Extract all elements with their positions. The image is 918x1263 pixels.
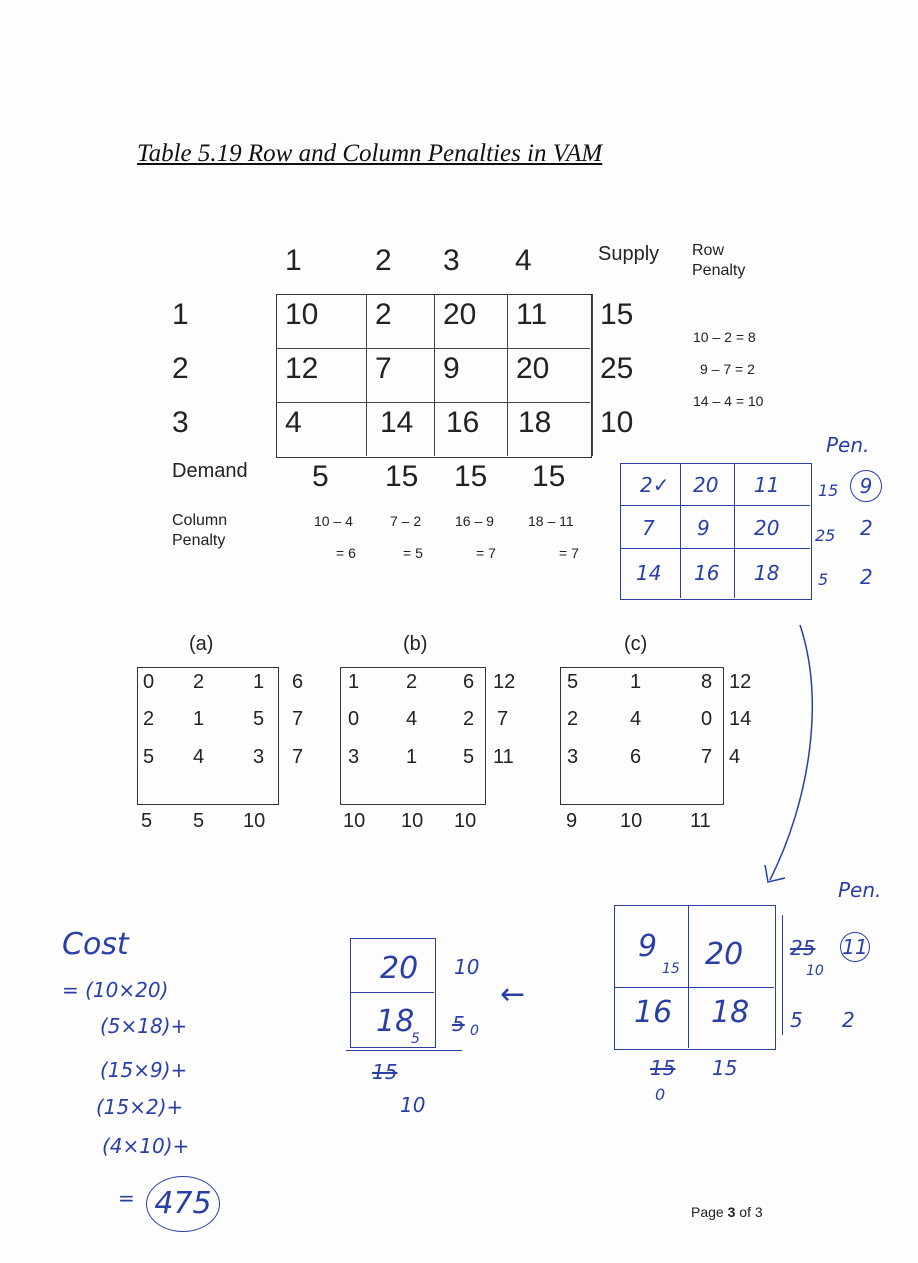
subtable-label: (b)	[403, 633, 428, 655]
cost-line: (15×9)+	[100, 1058, 188, 1082]
new-supply: 10	[806, 963, 824, 979]
cost-label: Cost	[62, 927, 129, 962]
subtable-cell: 7	[701, 746, 713, 768]
subtable-cell: 0	[348, 708, 360, 730]
column-penalty-result: = 7	[476, 545, 496, 561]
cost-total-prefix: =	[118, 1186, 135, 1210]
subtable-cell: 5	[567, 671, 579, 693]
demand-value: 15	[385, 460, 419, 493]
cost-line: (5×18)+	[100, 1014, 188, 1038]
left-arrow-icon: ←	[500, 977, 526, 1012]
subtable-cell: 3	[253, 746, 265, 768]
subtable-cell: 4	[406, 708, 418, 730]
grid-line	[276, 402, 590, 403]
row-penalty: 9 – 7 = 2	[700, 361, 755, 377]
subtable-demand: 9	[566, 810, 578, 832]
grid-line	[434, 294, 435, 456]
subtable-cell: 3	[348, 746, 360, 768]
subtable-label: (a)	[189, 633, 214, 655]
grid-line	[350, 992, 434, 993]
row-penalty: 10 – 2 = 8	[693, 329, 756, 345]
subtable-supply: 7	[497, 708, 509, 730]
subtable-demand: 10	[343, 810, 366, 832]
subtable-cell: 2	[567, 708, 579, 730]
subtable-cell: 3	[567, 746, 579, 768]
page-prefix: Page	[691, 1204, 728, 1220]
struck-demand: 15	[650, 1056, 676, 1080]
subtable-demand: 10	[620, 810, 643, 832]
reduced-supply: 5	[818, 570, 829, 589]
supply-value: 10	[600, 406, 634, 439]
subtable-supply: 12	[493, 671, 516, 693]
reduced-cell: 18	[711, 995, 750, 1030]
column-penalty-expr: 18 – 11	[528, 513, 574, 529]
subtable-supply: 14	[729, 708, 752, 730]
reduced-cell: 7	[642, 516, 655, 540]
reduced-supply: 10	[454, 955, 480, 979]
subtable-supply: 7	[292, 746, 304, 768]
row-penalty-label: Row Penalty	[692, 242, 746, 279]
struck-supply: 25	[790, 936, 816, 960]
subtable-demand: 10	[454, 810, 477, 832]
subtable-supply: 12	[729, 671, 752, 693]
subtable-demand: 11	[690, 810, 711, 832]
curved-arrow-icon	[750, 620, 830, 890]
grid-line	[614, 987, 774, 988]
subtable-cell: 2	[193, 671, 205, 693]
pen-value: 2	[860, 516, 873, 540]
row-header-3: 3	[172, 406, 189, 439]
page-suffix: of 3	[735, 1204, 763, 1220]
cost-cell: 12	[285, 352, 319, 385]
subtable-supply: 6	[292, 671, 304, 693]
grid-line	[507, 294, 508, 456]
subtable-cell: 5	[463, 746, 475, 768]
column-header-4: 4	[515, 244, 532, 277]
subtable-cell: 8	[701, 671, 713, 693]
pen-label: Pen.	[826, 433, 870, 457]
column-penalty-expr: 10 – 4	[314, 513, 353, 529]
subtable-demand: 10	[243, 810, 266, 832]
supply-divider	[782, 915, 783, 1035]
subtable-cell: 1	[406, 746, 418, 768]
column-penalty-result: = 7	[559, 545, 579, 561]
grid-line	[620, 505, 810, 506]
subtable-cell: 1	[630, 671, 642, 693]
cost-cell: 10	[285, 298, 319, 331]
column-penalty-result: = 5	[403, 545, 423, 561]
reduced-demand: 15	[712, 1056, 738, 1080]
subtable-demand: 10	[401, 810, 424, 832]
reduced-cell: 16	[694, 561, 720, 585]
subtable-label: (c)	[624, 633, 648, 655]
cost-cell: 20	[516, 352, 550, 385]
supply-value: 15	[600, 298, 634, 331]
subtable-cell: 2	[406, 671, 418, 693]
demand-value: 5	[312, 460, 329, 493]
demand-value: 15	[454, 460, 488, 493]
column-penalty-expr: 7 – 2	[390, 513, 422, 529]
reduced-supply: 5	[790, 1008, 803, 1032]
subtable-supply: 7	[292, 708, 304, 730]
new-demand: 0	[655, 1085, 666, 1104]
supply-value: 25	[600, 352, 634, 385]
cost-total: 475	[146, 1176, 220, 1232]
column-penalty-result: = 6	[336, 545, 356, 561]
table-title: Table 5.19 Row and Column Penalties in VAM	[137, 140, 603, 167]
column-header-2: 2	[375, 244, 392, 277]
subtable-c	[560, 667, 724, 805]
cost-cell: 11	[516, 298, 548, 331]
subtable-cell: 1	[193, 708, 205, 730]
new-supply: 0	[470, 1023, 479, 1039]
subtable-cell: 1	[348, 671, 360, 693]
subtable-cell: 2	[143, 708, 155, 730]
column-header-3: 3	[443, 244, 460, 277]
pen-value: 2	[860, 565, 873, 589]
subtable-cell: 5	[253, 708, 265, 730]
subtable-cell: 5	[143, 746, 155, 768]
struck-demand: 15	[372, 1060, 398, 1084]
subtable-supply: 4	[729, 746, 741, 768]
grid-line	[346, 1050, 462, 1051]
subtable-cell: 4	[193, 746, 205, 768]
page-current: 3	[727, 1204, 736, 1220]
reduced-cell: 2✓	[640, 473, 670, 497]
grid-line	[366, 294, 367, 456]
subtable-cell: 4	[630, 708, 642, 730]
reduced-cell: 9	[638, 929, 658, 964]
row-header-1: 1	[172, 298, 189, 331]
pen-circled-value: 11	[840, 932, 870, 962]
supply-label: Supply	[598, 243, 660, 265]
grid-line	[680, 463, 681, 598]
column-header-1: 1	[285, 244, 302, 277]
pen-value: 2	[842, 1008, 855, 1032]
subtable-demand: 5	[193, 810, 205, 832]
cost-cell: 9	[443, 352, 460, 385]
reduced-cell: 11	[754, 473, 780, 497]
reduced-cell: 20	[754, 516, 780, 540]
subtable-demand: 5	[141, 810, 153, 832]
demand-label: Demand	[172, 460, 248, 482]
cost-cell: 4	[285, 406, 302, 439]
cost-line: = (10×20)	[62, 978, 169, 1002]
page-indicator	[691, 1203, 763, 1221]
reduced-cell: 18	[376, 1004, 415, 1039]
reduced-supply: 15	[818, 481, 839, 500]
reduced-supply: 25	[815, 526, 836, 545]
reduced-cell: 20	[693, 473, 719, 497]
reduced-cell: 18	[754, 561, 780, 585]
cost-cell: 7	[375, 352, 392, 385]
column-penalty-expr: 16 – 9	[455, 513, 494, 529]
subtable-cell: 0	[701, 708, 713, 730]
reduced-cell: 9	[697, 516, 710, 540]
row-header-2: 2	[172, 352, 189, 385]
allocation-value: 5	[411, 1031, 420, 1047]
grid-line	[620, 548, 810, 549]
new-demand: 10	[400, 1093, 426, 1117]
grid-line	[276, 348, 590, 349]
cost-cell: 16	[446, 406, 480, 439]
reduced-cell: 14	[636, 561, 662, 585]
grid-line	[734, 463, 735, 598]
grid-line	[688, 905, 689, 1048]
reduced-cell: 20	[705, 937, 744, 972]
pen-label: Pen.	[838, 878, 882, 902]
subtable-cell: 6	[463, 671, 475, 693]
subtable-cell: 0	[143, 671, 155, 693]
reduced-cell: 20	[380, 951, 419, 986]
cost-cell: 18	[518, 406, 552, 439]
subtable-cell: 2	[463, 708, 475, 730]
cost-cell: 14	[380, 406, 414, 439]
subtable-cell: 6	[630, 746, 642, 768]
reduced-cell: 16	[634, 995, 673, 1030]
supply-divider	[592, 294, 593, 456]
row-penalty: 14 – 4 = 10	[693, 393, 764, 409]
cost-line: (4×10)+	[102, 1134, 190, 1158]
cost-cell: 2	[375, 298, 392, 331]
subtable-cell: 1	[253, 671, 265, 693]
struck-supply: 5	[452, 1012, 465, 1036]
cost-cell: 20	[443, 298, 477, 331]
column-penalty-label: Column Penalty	[172, 512, 228, 549]
subtable-supply: 11	[493, 746, 514, 768]
demand-value: 15	[532, 460, 566, 493]
allocation-value: 15	[662, 961, 680, 977]
pen-circled-value: 9	[850, 470, 882, 502]
cost-line: (15×2)+	[96, 1095, 184, 1119]
